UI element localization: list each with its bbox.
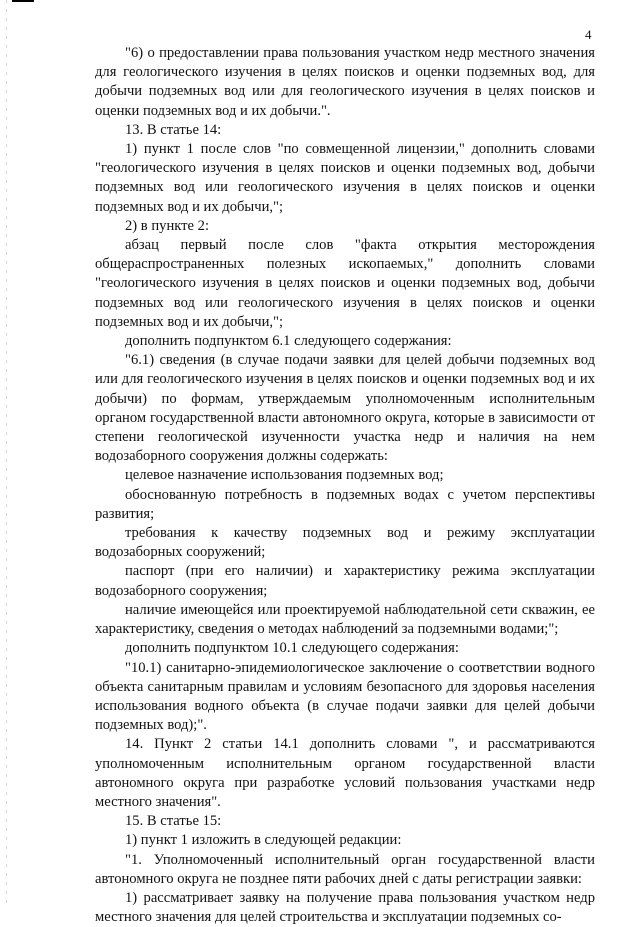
paragraph-19: 1) рассматривает заявку на получение права пользования участком недр местного значения для целей строительства и эксплуатации подземных со- (95, 889, 595, 926)
paragraph-15: 14. Пункт 2 статьи 14.1 дополнить словами ", и рассматриваются уполномоченным исполнительным органом государственной власти автономного округа при разработке условий пользования участками недр местного значения". (95, 736, 595, 810)
paragraph-16: 15. В статье 15: (125, 813, 222, 830)
paragraph-2: 13. В статье 14: (125, 121, 222, 138)
paragraph-10: требования к качеству подземных вод и режиму эксплуатации водозаборных сооружений; (95, 525, 595, 561)
paragraph-12: наличие имеющейся или проектируемой наблюдательной сети скважин, ее характеристику, сведения о методах наблюдений за подземными водами;"; (95, 601, 595, 638)
paragraph-3: 1) пункт 1 после слов "по совмещенной лицензии," дополнить словами "геологического изучения в целях поисков и оценки подземных вод, добычи подземных вод или геологического изучения в целях поисков и оценки подземных вод и их добычи,"; (95, 141, 595, 215)
scan-edge-mark (12, 0, 34, 2)
page-number: 4 (585, 27, 592, 42)
paragraph-18: "1. Уполномоченный исполнительный орган государственной власти автономного округа не позднее пяти рабочих дней с даты регистрации заявки: (95, 851, 595, 887)
scan-left-edge (6, 0, 7, 905)
paragraph-8: целевое назначение использования подземных вод; (125, 467, 444, 484)
paragraph-1: "6) о предоставлении права пользования участком недр местного значения для геологического изучения в целях поисков и оценки подземных вод, для добычи подземных вод или для геологического изучения в целях поисков и оценки подземных вод и их добычи.". (95, 45, 595, 119)
paragraph-7: "6.1) сведения (в случае подачи заявки для целей добычи подземных вод или для геологического изучения в целях поисков и оценки подземных вод и их добычи) по формам, утверждаемым уполномоченным исполнительным органом государственной власти автономного округа, которые в зависимости от степени геологической изученности участка недр и наличия на нем водозаборного сооружения должны содержать: (95, 352, 595, 465)
paragraph-9: обоснованную потребность в подземных водах с учетом перспективы развития; (95, 486, 595, 522)
paragraph-4: 2) в пункте 2: (125, 217, 210, 234)
paragraph-6: дополнить подпунктом 6.1 следующего содержания: (125, 333, 452, 350)
paragraph-13: дополнить подпунктом 10.1 следующего содержания: (125, 640, 459, 657)
paragraph-11: паспорт (при его наличии) и характеристику режима эксплуатации водозаборного сооружения; (95, 563, 595, 599)
paragraph-17: 1) пункт 1 изложить в следующей редакции: (125, 832, 402, 849)
paragraph-14: "10.1) санитарно-эпидемиологическое заключение о соответствии водного объекта санитарным правилам и условиям безопасного для здоровья населения использования водного объекта (в случае подачи заявки для целей добычи подземных вод);". (95, 659, 595, 734)
paragraph-5: абзац первый после слов "факта открытия месторождения общераспространенных полезных ископаемых," дополнить словами "геологического изучения в целях поисков и оценки подземных вод, добычи подземных вод или геологического изучения в целях поисков и оценки подземных вод и их добычи,"; (95, 237, 595, 330)
document-body (95, 44, 595, 927)
